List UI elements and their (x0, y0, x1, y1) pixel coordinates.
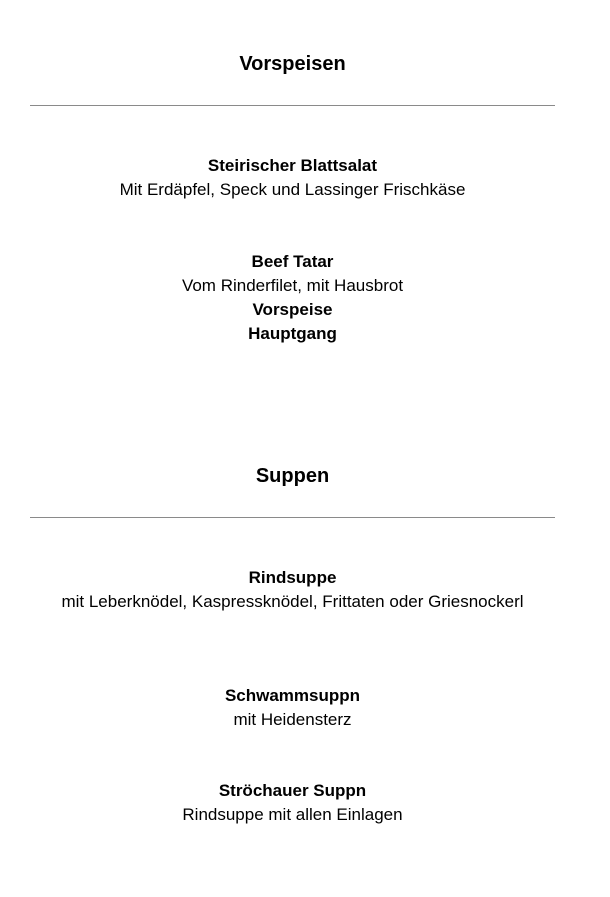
section-title: Suppen (255, 465, 330, 487)
section-title: Vorspeisen (239, 53, 346, 75)
dish-name: Steirischer Blattsalat (207, 156, 378, 175)
dish-description: Rindsuppe mit allen Einlagen (182, 805, 403, 824)
dish-item (40, 779, 545, 827)
dish-name: Schwammsuppn (224, 686, 361, 705)
dish-name: Ströchauer Suppn (218, 781, 367, 800)
dish-item (40, 154, 545, 202)
dish-description: mit Heidensterz (233, 710, 352, 729)
dish-item (40, 250, 545, 346)
section-divider (30, 517, 555, 518)
dish-item (40, 684, 545, 732)
dish-option: Vorspeise (252, 300, 333, 319)
dish-description: Vom Rinderfilet, mit Hausbrot (181, 276, 404, 295)
section-divider (30, 105, 555, 106)
dish-description: mit Leberknödel, Kaspressknödel, Frittaten oder Griesnockerl (61, 592, 524, 611)
dish-description: Mit Erdäpfel, Speck und Lassinger Frischkäse (119, 180, 466, 199)
dish-name: Beef Tatar (251, 252, 334, 271)
dish-item (40, 566, 545, 614)
dish-option: Hauptgang (248, 324, 337, 343)
dish-name: Rindsuppe (248, 568, 337, 587)
